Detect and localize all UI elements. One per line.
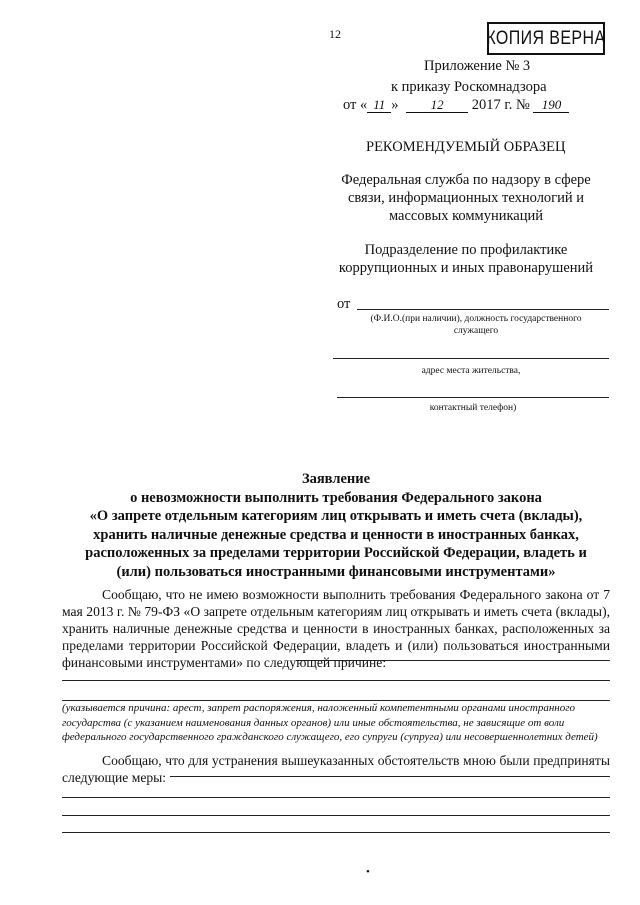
page-number: 12 <box>329 27 341 41</box>
fio-hint-line-1: (Ф.И.О.(при наличии), должность государственного <box>370 314 582 324</box>
statement-title <box>62 470 610 581</box>
copy-certified-stamp <box>487 22 605 55</box>
date-year: 2017 г. № <box>471 97 530 113</box>
title-line-6: (или) пользоваться иностранными финансовыми инструментами» <box>116 563 556 580</box>
dept-line-2: коррупционных и иных правонарушений <box>338 260 594 276</box>
order-number: 190 <box>533 98 569 113</box>
title-line-2: о невозможности выполнить требования Федерального закона <box>130 489 542 506</box>
addressee-org <box>322 171 610 225</box>
address-hint: адрес места жительства, <box>421 366 521 376</box>
sample-heading: РЕКОМЕНДУЕМЫЙ ОБРАЗЕЦ <box>366 139 566 155</box>
org-line-1: Федеральная служба по надзору в сфере <box>341 172 591 188</box>
appendix-date-line <box>343 97 569 114</box>
title-line-4: хранить наличные денежные средства и ценности в иностранных банках, <box>93 526 579 543</box>
title-line-1: Заявление <box>301 471 371 487</box>
stamp-text: КОПИЯ ВЕРНА <box>486 27 606 49</box>
page-mark: • <box>366 866 370 878</box>
phone-hint: контактный телефон) <box>429 403 517 413</box>
measures-line-4 <box>62 832 610 833</box>
fio-hint <box>330 313 622 337</box>
measures-line-3 <box>62 815 610 816</box>
measures-line-2 <box>62 797 610 798</box>
reason-line-2 <box>62 680 610 681</box>
org-line-2: связи, информационных технологий и <box>347 190 585 206</box>
appendix-number: Приложение № 3 <box>424 58 531 74</box>
measures-paragraph: Сообщаю, что для устранения вышеуказанных обстоятельств мною были предприняты следующие меры: <box>62 753 610 785</box>
from-label: от <box>337 296 351 312</box>
appendix-order: к приказу Роскомнадзора <box>391 79 547 95</box>
date-day-close: » <box>391 97 399 113</box>
date-month: 12 <box>406 98 468 113</box>
addressee-dept <box>322 241 610 277</box>
address-line <box>333 358 609 359</box>
dept-line-1: Подразделение по профилактике <box>364 242 568 258</box>
phone-line <box>337 397 609 398</box>
reason-paragraph: Сообщаю, что не имею возможности выполнить требования Федерального закона от 7 мая 2013 г. № 79-ФЗ «О запрете отдельным категориям лиц открывать и иметь счета (вклады), хранить наличные денежные средства и ценности в иностранных банках, расположенных за пределами территории Российской Федерации, владеть и (или) пользоваться иностранными финансовыми инструментами» по следующей причине: <box>62 587 610 670</box>
measures-line-1 <box>170 776 610 777</box>
fio-line <box>357 309 609 310</box>
title-line-3: «О запрете отдельным категориям лиц открывать и иметь счета (вклады), <box>89 508 583 524</box>
fio-hint-line-2: служащего <box>453 326 499 336</box>
reason-note: (указывается причина: арест, запрет распоряжения, наложенный компетентными органами иностранного государства (с указанием наименования данных органов) или иные обстоятельства, не зависящие от воли федерального государственного гражданского служащего, его супруги (супруга) или несовершеннолетних детей) <box>62 702 598 743</box>
reason-line-1 <box>296 660 610 661</box>
org-line-3: массовых коммуникаций <box>388 208 544 224</box>
title-line-5: расположенных за пределами территории Российской Федерации, владеть и <box>85 545 587 561</box>
date-prefix: от « <box>343 97 368 113</box>
date-day: 11 <box>367 98 391 113</box>
